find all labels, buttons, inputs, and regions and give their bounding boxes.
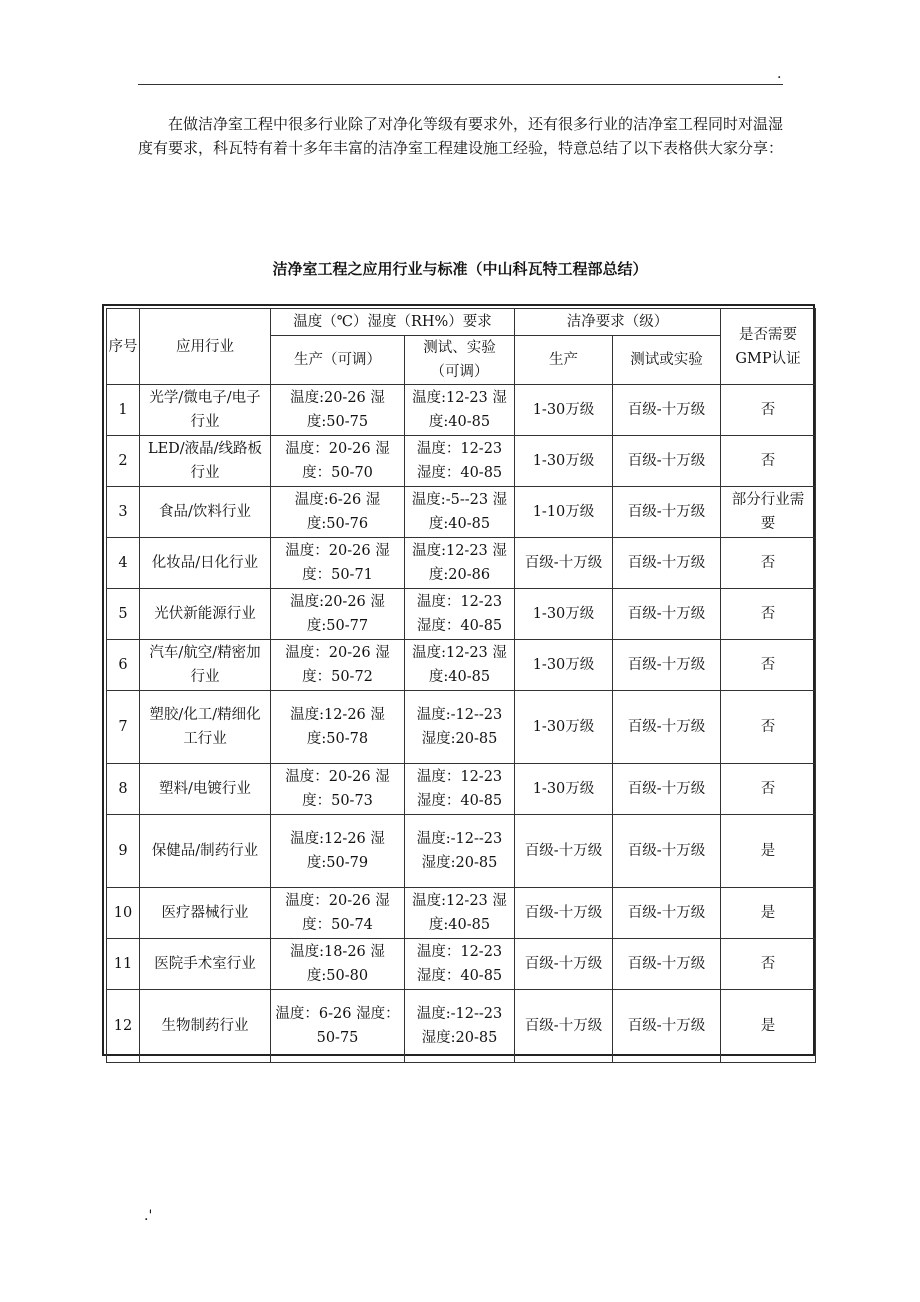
header-th-test: 测试、实验（可调）	[405, 336, 515, 385]
cell-production-temp-humidity: 温度：20-26 湿度：50-73	[271, 764, 405, 815]
cell-industry: 食品/饮料行业	[140, 487, 271, 538]
cell-industry: 医疗器械行业	[140, 888, 271, 939]
cell-test-temp-humidity: 温度:12-23 湿度:40-85	[405, 888, 515, 939]
cell-production-temp-humidity: 温度:6-26 湿度:50-76	[271, 487, 405, 538]
cell-seq: 1	[107, 385, 140, 436]
cell-clean-test: 百级-十万级	[613, 888, 721, 939]
table-row	[107, 764, 816, 815]
cell-test-temp-humidity: 温度:12-23 湿度:20-86	[405, 538, 515, 589]
cell-seq: 4	[107, 538, 140, 589]
cell-clean-production: 百级-十万级	[515, 815, 613, 888]
header-clean-production: 生产	[515, 336, 613, 385]
table-row	[107, 436, 816, 487]
table-title: 洁净室工程之应用行业与标准（中山科瓦特工程部总结）	[272, 260, 648, 278]
cell-seq: 7	[107, 691, 140, 764]
cell-industry: 化妆品/日化行业	[140, 538, 271, 589]
cell-seq: 12	[107, 990, 140, 1063]
cell-production-temp-humidity: 温度：20-26 湿度：50-74	[271, 888, 405, 939]
cell-clean-production: 1-30万级	[515, 589, 613, 640]
cell-industry: 塑料/电镀行业	[140, 764, 271, 815]
cell-seq: 11	[107, 939, 140, 990]
header-clean-test: 测试或实验	[613, 336, 721, 385]
intro-paragraph: 在做洁净室工程中很多行业除了对净化等级有要求外，还有很多行业的洁净室工程同时对温湿度有要求，科瓦特有着十多年丰富的洁净室工程建设施工经验，特意总结了以下表格供大家分享：	[138, 115, 784, 157]
cell-seq: 5	[107, 589, 140, 640]
cell-clean-test: 百级-十万级	[613, 764, 721, 815]
cell-gmp: 是	[721, 815, 816, 888]
cell-gmp: 是	[721, 990, 816, 1063]
table-row	[107, 487, 816, 538]
cell-clean-test: 百级-十万级	[613, 990, 721, 1063]
table-row	[107, 640, 816, 691]
cell-industry: 光伏新能源行业	[140, 589, 271, 640]
cell-gmp: 否	[721, 538, 816, 589]
cell-clean-production: 1-30万级	[515, 436, 613, 487]
cell-gmp: 否	[721, 939, 816, 990]
cell-test-temp-humidity: 温度：12-23 湿度：40-85	[405, 764, 515, 815]
cell-production-temp-humidity: 温度：20-26 湿度：50-71	[271, 538, 405, 589]
cell-clean-production: 百级-十万级	[515, 939, 613, 990]
cell-test-temp-humidity: 温度:12-23 湿度:40-85	[405, 640, 515, 691]
cell-production-temp-humidity: 温度：6-26 湿度：50-75	[271, 990, 405, 1063]
cell-gmp: 否	[721, 691, 816, 764]
cell-test-temp-humidity: 温度:-12--23 湿度:20-85	[405, 990, 515, 1063]
header-rule	[138, 84, 783, 85]
header-seq: 序号	[107, 309, 140, 385]
cell-industry: 塑胶/化工/精细化工行业	[140, 691, 271, 764]
cell-clean-production: 1-30万级	[515, 691, 613, 764]
table-row	[107, 939, 816, 990]
cell-test-temp-humidity: 温度：12-23 湿度：40-85	[405, 939, 515, 990]
cell-clean-test: 百级-十万级	[613, 436, 721, 487]
cell-clean-test: 百级-十万级	[613, 815, 721, 888]
cell-clean-production: 1-30万级	[515, 385, 613, 436]
cell-seq: 3	[107, 487, 140, 538]
table-row	[107, 815, 816, 888]
cell-seq: 9	[107, 815, 140, 888]
standards-table	[106, 308, 816, 1063]
header-temp-humidity: 温度（℃）湿度（RH%）要求	[271, 309, 515, 336]
cell-clean-production: 1-10万级	[515, 487, 613, 538]
table-row	[107, 538, 816, 589]
cell-clean-test: 百级-十万级	[613, 589, 721, 640]
cell-clean-test: 百级-十万级	[613, 538, 721, 589]
cell-industry: LED/液晶/线路板行业	[140, 436, 271, 487]
cell-production-temp-humidity: 温度:12-26 湿度:50-79	[271, 815, 405, 888]
cell-clean-test: 百级-十万级	[613, 939, 721, 990]
table-row	[107, 385, 816, 436]
cell-clean-production: 1-30万级	[515, 764, 613, 815]
cell-seq: 8	[107, 764, 140, 815]
table-row	[107, 589, 816, 640]
table-row	[107, 888, 816, 939]
cell-production-temp-humidity: 温度：20-26 湿度：50-72	[271, 640, 405, 691]
header-clean-requirement: 洁净要求（级）	[515, 309, 721, 336]
footer-mark: .'	[144, 1208, 153, 1224]
header-row-1	[107, 309, 816, 336]
cell-gmp: 否	[721, 640, 816, 691]
header-industry: 应用行业	[140, 309, 271, 385]
cell-clean-test: 百级-十万级	[613, 487, 721, 538]
cell-clean-test: 百级-十万级	[613, 385, 721, 436]
cell-industry: 保健品/制药行业	[140, 815, 271, 888]
cell-test-temp-humidity: 温度:-12--23 湿度:20-85	[405, 815, 515, 888]
cell-gmp: 否	[721, 764, 816, 815]
cell-test-temp-humidity: 温度:-12--23 湿度:20-85	[405, 691, 515, 764]
cell-gmp: 部分行业需要	[721, 487, 816, 538]
cell-clean-production: 1-30万级	[515, 640, 613, 691]
cell-test-temp-humidity: 温度:-5--23 湿度:40-85	[405, 487, 515, 538]
cell-production-temp-humidity: 温度:12-26 湿度:50-78	[271, 691, 405, 764]
cell-clean-production: 百级-十万级	[515, 538, 613, 589]
cell-test-temp-humidity: 温度：12-23 湿度：40-85	[405, 589, 515, 640]
header-gmp: 是否需要GMP认证	[721, 309, 816, 385]
cell-production-temp-humidity: 温度:18-26 湿度:50-80	[271, 939, 405, 990]
cell-production-temp-humidity: 温度:20-26 湿度:50-77	[271, 589, 405, 640]
standards-table-frame	[102, 304, 815, 1056]
cell-seq: 6	[107, 640, 140, 691]
cell-industry: 汽车/航空/精密加行业	[140, 640, 271, 691]
cell-gmp: 否	[721, 436, 816, 487]
cell-seq: 2	[107, 436, 140, 487]
cell-clean-test: 百级-十万级	[613, 640, 721, 691]
cell-gmp: 是	[721, 888, 816, 939]
cell-seq: 10	[107, 888, 140, 939]
cell-clean-production: 百级-十万级	[515, 888, 613, 939]
cell-industry: 生物制药行业	[140, 990, 271, 1063]
cell-gmp: 否	[721, 385, 816, 436]
cell-industry: 光学/微电子/电子行业	[140, 385, 271, 436]
header-mark: .	[777, 66, 782, 82]
table-row	[107, 990, 816, 1063]
cell-clean-production: 百级-十万级	[515, 990, 613, 1063]
cell-test-temp-humidity: 温度:12-23 湿度:40-85	[405, 385, 515, 436]
cell-test-temp-humidity: 温度：12-23 湿度：40-85	[405, 436, 515, 487]
header-th-production: 生产（可调）	[271, 336, 405, 385]
cell-production-temp-humidity: 温度：20-26 湿度：50-70	[271, 436, 405, 487]
cell-gmp: 否	[721, 589, 816, 640]
cell-production-temp-humidity: 温度:20-26 湿度:50-75	[271, 385, 405, 436]
cell-clean-test: 百级-十万级	[613, 691, 721, 764]
table-row	[107, 691, 816, 764]
cell-industry: 医院手术室行业	[140, 939, 271, 990]
